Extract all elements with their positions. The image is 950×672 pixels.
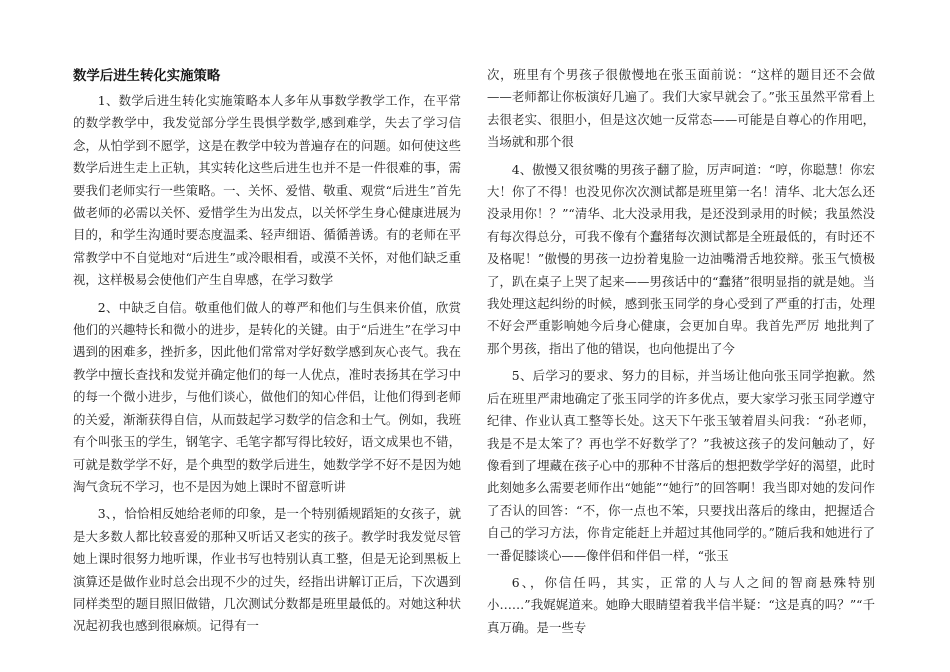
paragraph-1: 1、数学后进生转化实施策略本人多年从事数学教学工作，在平常的数学教学中，我发觉部分学生畏惧学数学,感到难学，失去了学习信念，从怕学到不愿学，这是在教学中较为普遍存在的问题。如何使这些数学后进生走上正轨，其实转化这些后进生也并不是一件很难的事，需要我们老师实行一些策略。一、关怀、爱惜、敬重、观赏“后进生”首先做老师的必需以关怀、爱惜学生为出发点，以关怀学生身心健康进展为目的，和学生沟通时要态度温柔、轻声细语、循循善诱。有的老师在平常教学中不自觉地对“后进生”或冷眼相看，或漠不关怀，对他们缺乏重视，这样极易会使他们产生自卑感，在学习数学 <box>73 93 461 288</box>
left-column <box>73 62 461 643</box>
paragraph-5: 5、后学习的要求、努力的目标，并当场让他向张玉同学抱歉。然后在班里严肃地确定了张玉同学的许多优点，要大家学习张玉同学遵守纪律、作业认真工整等长处。这天下午张玉皱着眉头问我：“孙老师，我是不是太笨了？再也学不好数学了？”我被这孩子的发问触动了，好像看到了埋藏在孩子心中的那种不甘落后的想把数学学好的渴望，此时此刻她多么需要老师作出“她能”“她行”的回答啊！我当即对她的发问作了否认的回答：“不，你一点也不笨，只要找出落后的缘由，把握适合自己的学习方法，你肯定能赶上并超过其他同学的。”随后我和她进行了一番促膝谈心——像伴侣和伴侣一样，“张玉 <box>487 368 875 563</box>
document-title: 数学后进生转化实施策略 <box>73 69 221 84</box>
paragraph-3-continued: 次，班里有个男孩子很傲慢地在张玉面前说：“这样的题目还不会做——老师都让你板演好几遍了。我们大家早就会了。”张玉虽然平常看上去很老实、很胆小，但是这次她一反常态——可能是自尊心的作用吧，当场就和那个很 <box>487 67 875 150</box>
paragraph-3: 3、，恰恰相反她给老师的印象，是一个特别循规蹈矩的女孩子，就是大多数人都比较喜爱的那种又听话又老实的孩子。教学时我发觉尽管她上课时很努力地听课，作业书写也特别认真工整，但是无论到黑板上演算还是做作业时总会出现不少的过失，经指出讲解订正后，下次遇到同样类型的题目照旧做错，几次测试分数都是班里最低的。对她这种状况起初我也感到很麻烦。记得有一 <box>73 506 461 634</box>
paragraph-4: 4、傲慢又很贫嘴的男孩子翻了脸，厉声呵道：“哼，你聪慧！你宏大！你了不得！也没见你次次测试都是班里第一名！清华、北大怎么还没录用你！？”“清华、北大没录用我，是还没到录用的时候；我虽然没有每次得总分，可我不像有个蠢猪每次测试都是全班最低的，有时还不及格呢！”傲慢的男孩一边扮着鬼脸一边油嘴滑舌地狡辩。张玉气愤极了，趴在桌子上哭了起来——男孩话中的“蠢猪”很明显指的就是她。当我处理这起纠纷的时候，感到张玉同学的身心受到了严重的打击，处理不好会严重影响她今后身心健康，会更加自卑。我首先严厉 地批判了那个男孩，指出了他的错误，也向他提出了今 <box>487 161 875 356</box>
paragraph-6: 6、，你信任吗，其实，正常的人与人之间的智商悬殊特别小……”我娓娓道来。她睁大眼睛望着我半信半疑：“这是真的吗？”“千真万确。是一些专 <box>487 574 875 635</box>
right-column <box>487 64 875 644</box>
paragraph-2: 2、中缺乏自信。敬重他们做人的尊严和他们与生俱来价值，欣赏他们的兴趣特长和微小的进步，是转化的关键。由于“后进生”在学习中遇到的困难多，挫折多，因此他们常常对学好数学感到灰心丧气。我在教学中擅长查找和发觉并确定他们的每一人优点，准时表扬其在学习中的每一个微小进步，与他们谈心，做他们的知心伴侣，让他们得到老师的关爱，渐渐获得自信，从而鼓起学习数学的信念和士气。例如，我班有个叫张玉的学生，钢笔字、毛笔字都写得比较好，语文成果也不错，可就是数学学不好，是个典型的数学后进生，她数学学不好不是因为她淘气贪玩不学习，也不是因为她上课时不留意听讲 <box>73 299 461 494</box>
